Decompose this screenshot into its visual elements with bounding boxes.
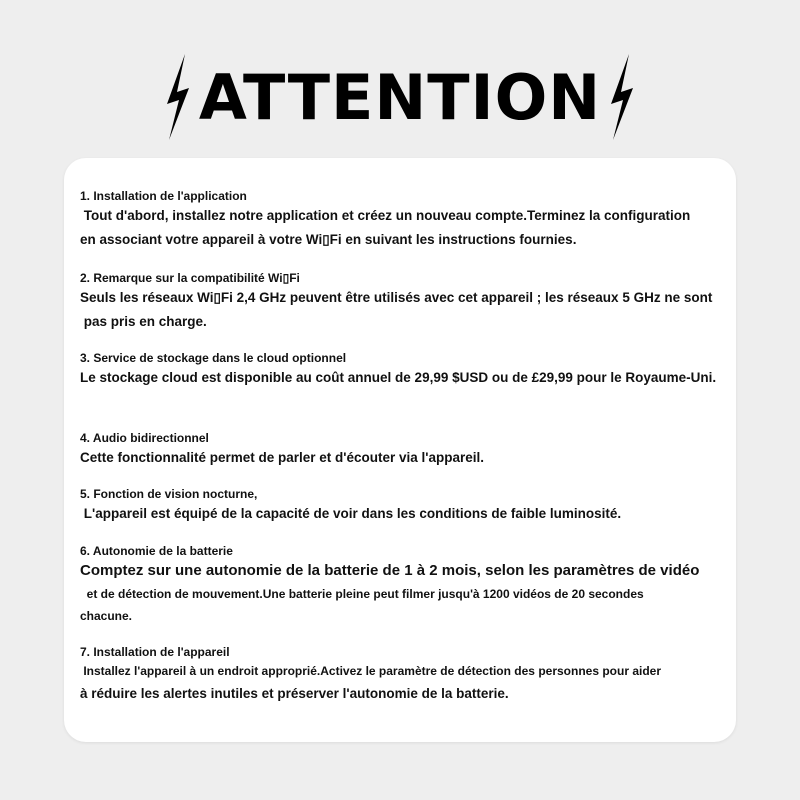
instructions-card (64, 158, 736, 742)
section-wifi-compatibility (80, 270, 730, 334)
lightning-bolt-icon (607, 54, 637, 140)
section-heading: 3. Service de stockage dans le cloud optionnel (80, 351, 347, 365)
section-heading: 1. Installation de l'application (80, 189, 247, 203)
section-heading: 2. Remarque sur la compatibilité Wi▯Fi (80, 271, 300, 285)
section-night-vision (80, 486, 730, 526)
page-title: ATTENTION (198, 60, 602, 134)
section-text: L'appareil est équipé de la capacité de voir dans les conditions de faible luminosité. (80, 506, 622, 521)
section-heading: 4. Audio bidirectionnel (80, 431, 209, 445)
section-app-installation (80, 188, 730, 252)
section-heading: 5. Fonction de vision nocturne, (80, 487, 258, 501)
section-battery-life (80, 543, 730, 627)
page-header (0, 52, 800, 142)
section-text: à réduire les alertes inutiles et préserver l'autonomie de la batterie. (80, 686, 509, 701)
section-text: Installez l'appareil à un endroit approprié.Activez le paramètre de détection des personnes pour aider (80, 664, 662, 678)
lightning-bolt-icon (163, 54, 193, 140)
section-text: pas pris en charge. (80, 314, 207, 329)
section-heading: 7. Installation de l'appareil (80, 645, 230, 659)
section-text: Tout d'abord, installez notre application et créez un nouveau compte.Terminez la configuration (80, 208, 691, 223)
section-text: Comptez sur une autonomie de la batterie de 1 à 2 mois, selon les paramètres de vidéo (80, 562, 700, 579)
section-text: en associant votre appareil à votre Wi▯Fi en suivant les instructions fournies. (80, 232, 577, 247)
section-cloud-storage (80, 350, 730, 390)
section-text: Le stockage cloud est disponible au coût annuel de 29,99 $USD ou de £29,99 pour le Royaume-Uni. (80, 370, 717, 385)
section-text: et de détection de mouvement.Une batterie pleine peut filmer jusqu'à 1200 vidéos de 20 secondes (80, 587, 644, 601)
section-device-installation (80, 644, 730, 706)
section-heading: 6. Autonomie de la batterie (80, 544, 233, 558)
section-text: Seuls les réseaux Wi▯Fi 2,4 GHz peuvent être utilisés avec cet appareil ; les réseaux 5 GHz ne sont (80, 290, 713, 305)
section-two-way-audio (80, 430, 730, 470)
section-text: chacune. (80, 609, 133, 623)
section-text: Cette fonctionnalité permet de parler et d'écouter via l'appareil. (80, 450, 485, 465)
